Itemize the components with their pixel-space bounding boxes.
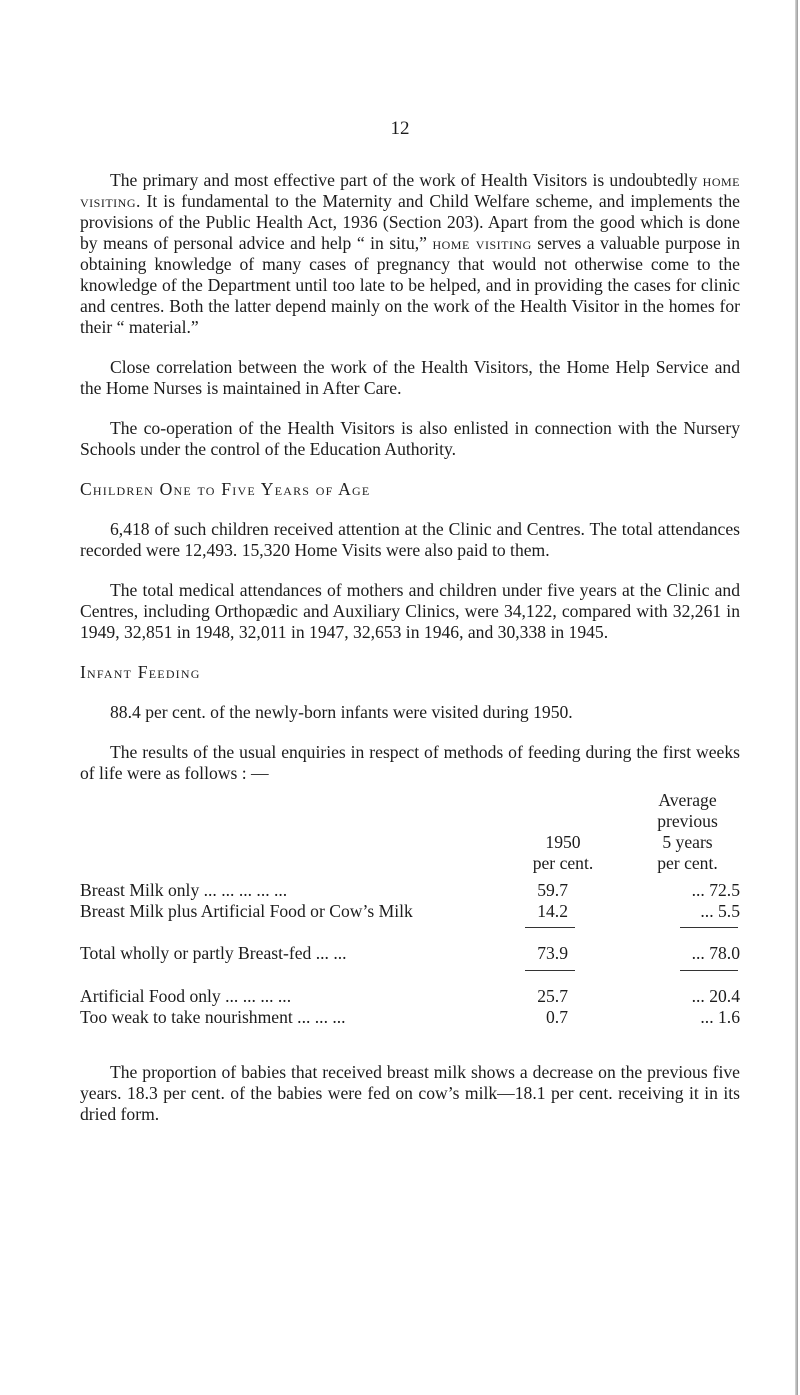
column-header-1950: 1950 per cent.	[532, 832, 594, 873]
total-rule	[680, 970, 738, 971]
column-header-average: Average previous 5 years per cent.	[657, 790, 718, 873]
feeding-methods-table	[80, 790, 740, 1112]
paragraph-newborn-visited: 88.4 per cent. of the newly-born infants were visited during 1950.	[110, 702, 573, 722]
paragraph-medical-attendances: The total medical attendances of mothers and children under five years at the Clinic and Centres, including Orthopædic and Auxiliary Clinics, were 34,122, compared with 32,261 in 1949, 32,851 in 1948, 32,011 in 1947, 32,653 in 1946, and 30,338 in 1945.	[80, 580, 740, 642]
page-number: 12	[390, 118, 410, 139]
total-rule	[525, 970, 575, 971]
page-body	[80, 170, 740, 1144]
subtotal-rule	[525, 927, 575, 928]
subtotal-rule	[680, 927, 738, 928]
home-visiting-term: home visiting	[80, 170, 740, 211]
table-row: Breast Milk plus Artificial Food or Cow’s Milk 14.2 ... 5.5	[80, 901, 740, 921]
table-row: Artificial Food only ... ... ... ... 25.7 ... 20.4	[80, 986, 740, 1006]
table-row: Breast Milk only ... ... ... ... ... 59.7 ... 72.5	[80, 880, 740, 900]
paragraph-cooperation: The co-operation of the Health Visitors is also enlisted in connection with the Nursery Schools under the control of the Education Authority.	[80, 418, 740, 459]
heading-infant-feeding: Infant Feeding	[80, 662, 201, 682]
paragraph-children-attention: 6,418 of such children received attention at the Clinic and Centres. The total attendances recorded were 12,493. 15,320 Home Visits were also paid to them.	[80, 519, 740, 560]
paragraph-home-visiting: The primary and most effective part of the work of Health Visitors is undoubtedly home visiting. It is fundamental to the Maternity and Child Welfare scheme, and implements the provisions of the Public Health Act, 1936 (Section 203). Apart from the good which is done by means of personal advice and help “ in situ,” home visiting serves a valuable purpose in obtaining knowledge of many cases of pregnancy that would not otherwise come to the knowledge of the Department until too late to be helped, and in providing the cases for clinic and centres. Both the latter depend mainly on the work of the Health Visitor in the homes for their “ material.”	[80, 170, 740, 337]
page-edge-shadow	[795, 0, 798, 1395]
paragraph-correlation: Close correlation between the work of the Health Visitors, the Home Help Service and the Home Nurses is maintained in After Care.	[80, 357, 740, 398]
table-row-total: Total wholly or partly Breast-fed ... ... 73.9 ... 78.0	[80, 943, 740, 963]
home-visiting-term: home visiting	[432, 233, 532, 253]
heading-children-one-to-five: Children One to Five Years of Age	[80, 479, 371, 499]
table-row: Too weak to take nourishment ... ... ... 0.7 ... 1.6	[80, 1007, 740, 1027]
paragraph-breast-milk-proportion: The proportion of babies that received breast milk shows a decrease on the previous five years. 18.3 per cent. of the babies were fed on cow’s milk—18.1 per cent. receiving it in its dried form.	[80, 1062, 740, 1124]
paragraph-feeding-enquiries: The results of the usual enquiries in respect of methods of feeding during the first weeks of life were as follows : —	[80, 742, 740, 783]
